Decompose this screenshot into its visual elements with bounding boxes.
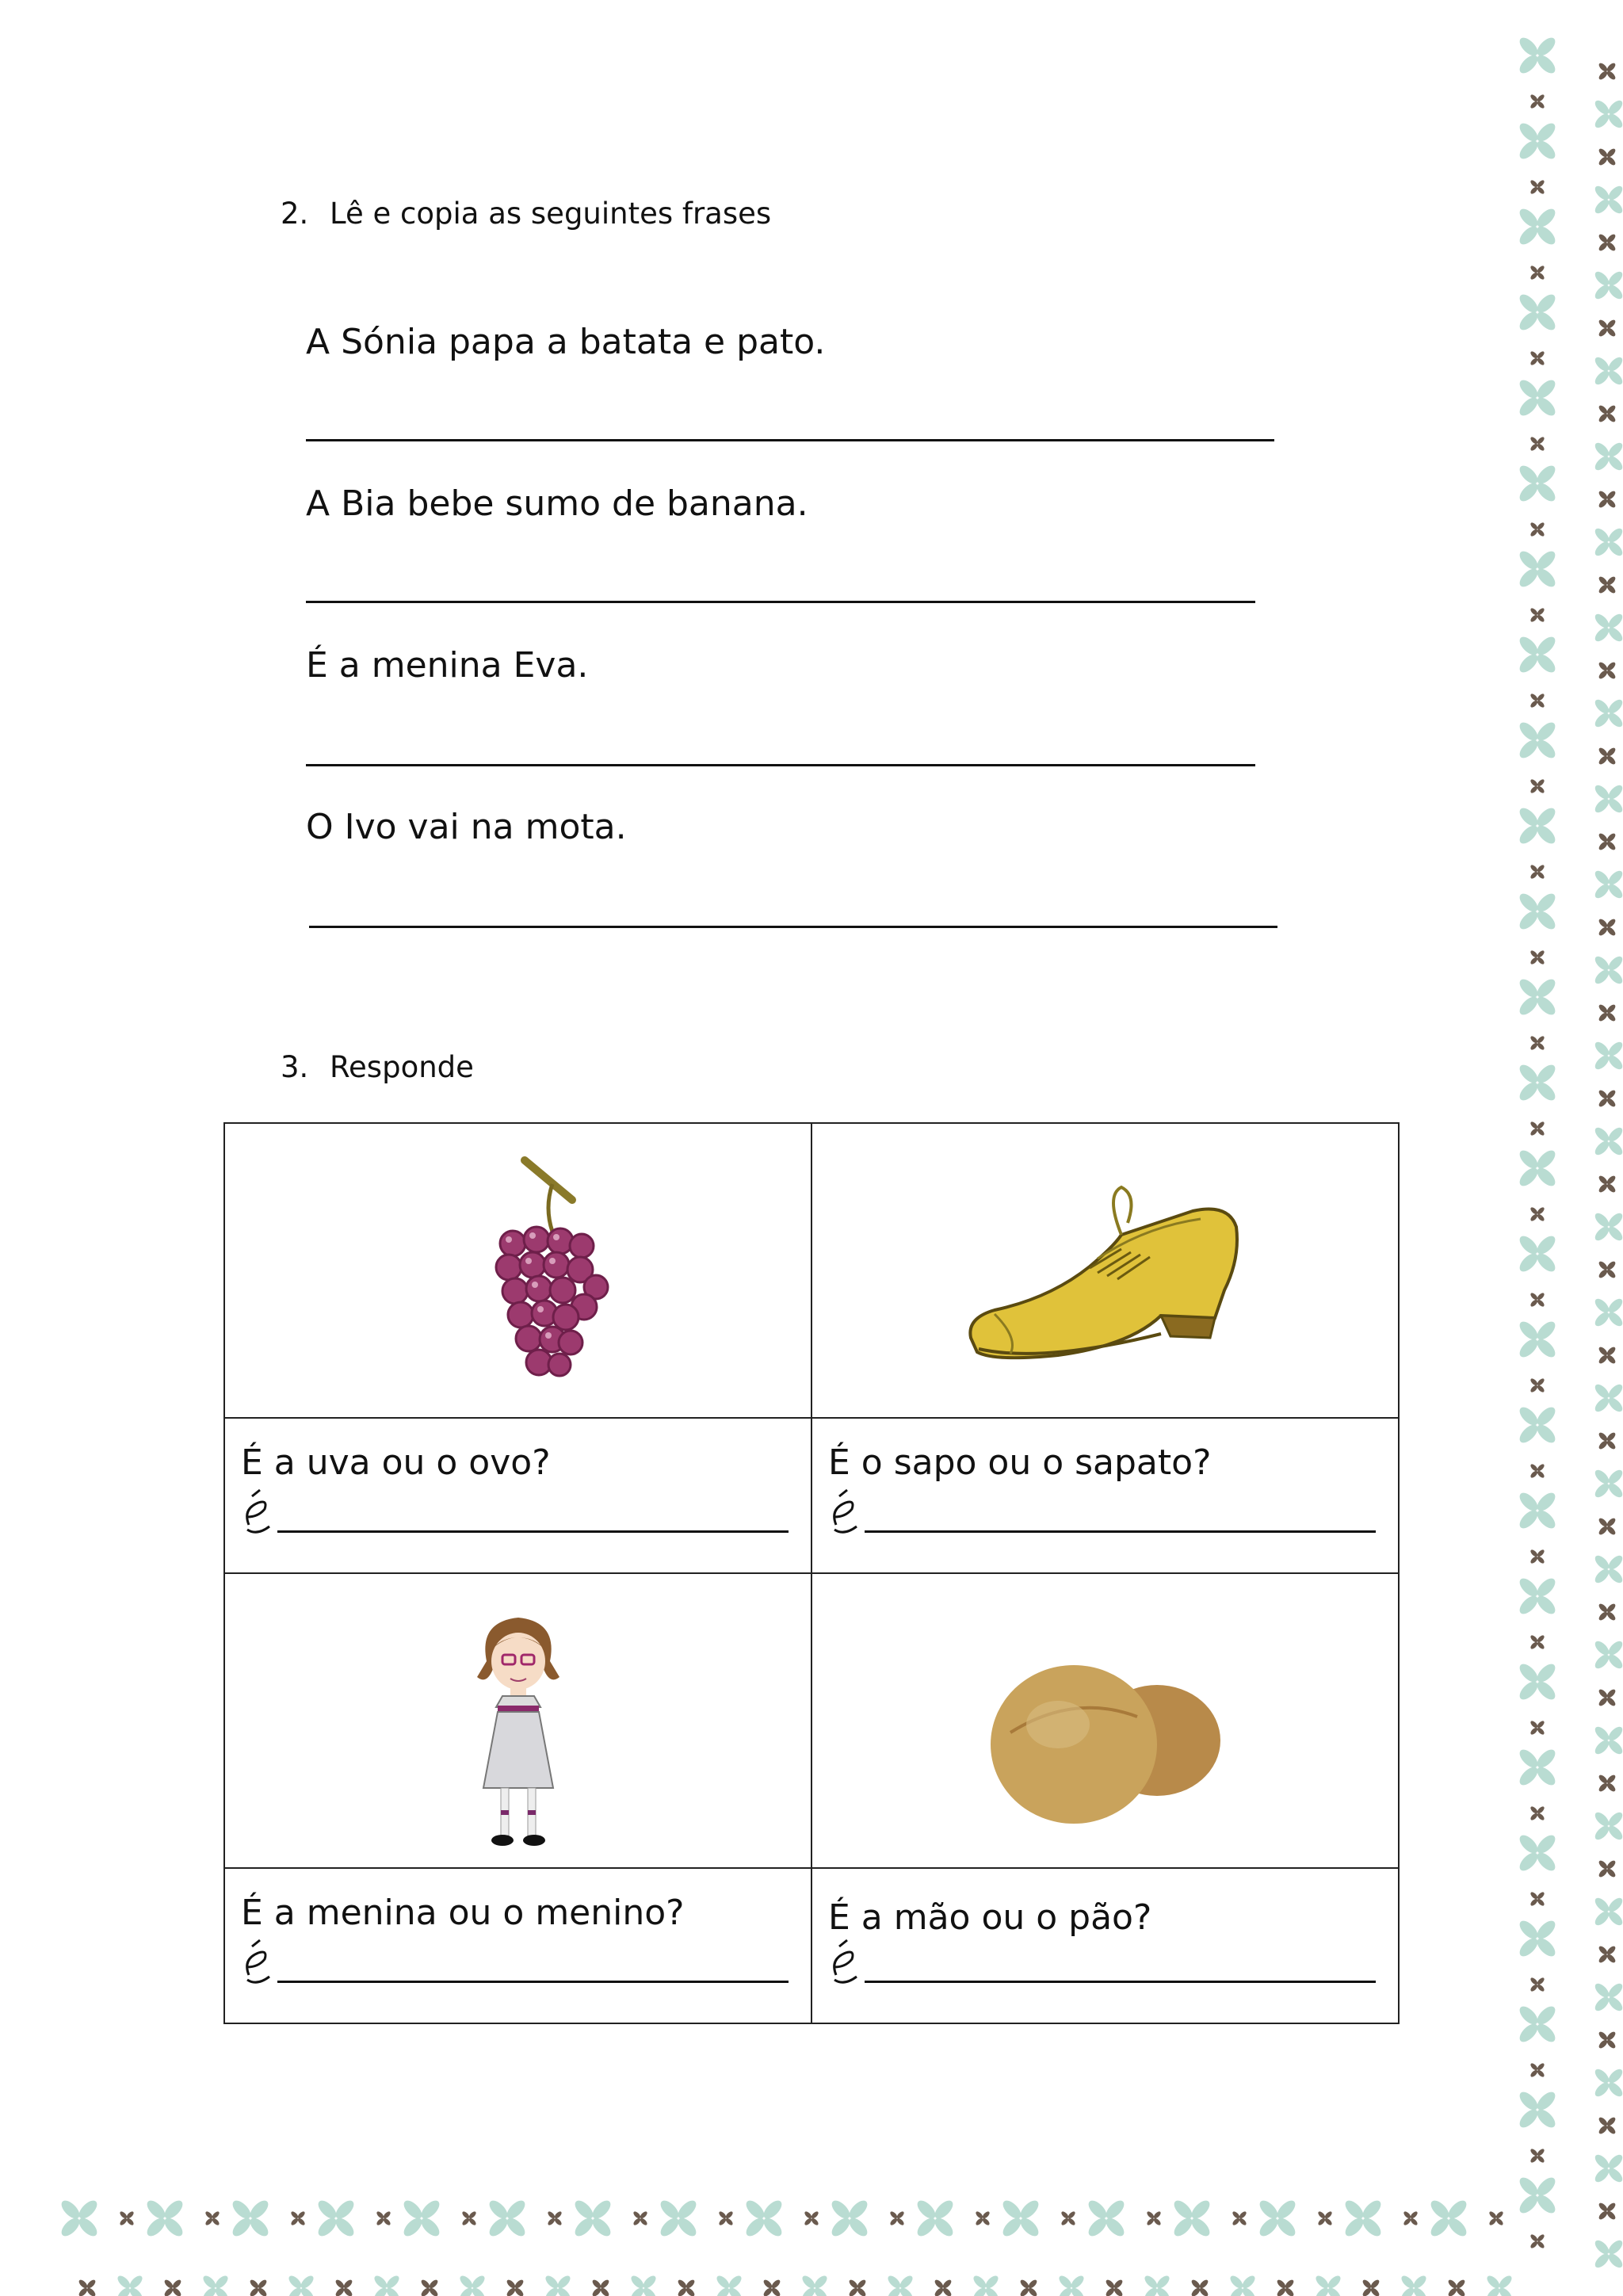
border-motif [1517,805,1559,847]
border-motif [1593,1810,1623,1842]
answer-row-4[interactable] [828,1935,1376,1991]
border-motif [1529,1634,1545,1650]
answer-row-2[interactable] [828,1485,1376,1541]
border-motif [1517,634,1559,676]
border-motif [572,2198,614,2240]
cursive-e-icon [828,1485,863,1538]
border-motif [658,2198,700,2240]
border-motif [547,2210,563,2226]
sentence-4: O Ivo vai na mota. [306,807,627,847]
border-motif [829,2198,871,2240]
border-motif [1276,2279,1295,2296]
border-motif [1517,548,1559,590]
answer-line-1[interactable] [277,1530,789,1533]
sentence-1: A Sónia papa a batata e pato. [306,322,826,362]
grapes-image [477,1152,620,1390]
border-motif [249,2279,268,2296]
question-cell-1 [224,1418,812,1573]
border-motif [1598,1517,1617,1536]
border-motif [1598,1346,1617,1365]
decorative-border-bottom [0,2161,1623,2296]
border-motif [1517,1747,1559,1789]
border-motif [1529,1549,1545,1564]
border-motif [715,2274,743,2296]
border-motif [1598,747,1617,766]
border-motif [1529,1805,1545,1821]
border-motif [1529,179,1545,195]
border-motif [1232,2210,1247,2226]
section-3-number: 3. [281,1050,309,1084]
border-motif [1317,2210,1333,2226]
border-motif [376,2210,391,2226]
border-motif [1598,1175,1617,1194]
border-motif [1488,2210,1504,2226]
border-motif [1593,612,1623,644]
border-motif [1598,62,1617,81]
border-motif [1593,1382,1623,1414]
border-motif [1593,1639,1623,1671]
border-motif [1529,1720,1545,1736]
border-motif [1593,1297,1623,1328]
border-motif [1529,1463,1545,1479]
section-2-heading [281,197,771,231]
border-motif [1598,1089,1617,1108]
border-motif [1517,1062,1559,1104]
border-motif [1598,1431,1617,1450]
border-motif [144,2198,186,2240]
decorative-border-right [1488,0,1623,2296]
border-motif [800,2274,829,2296]
border-motif [1517,1319,1559,1361]
border-motif [1593,697,1623,729]
border-motif [1086,2198,1128,2240]
border-motif [1598,233,1617,252]
border-motif [677,2279,696,2296]
answer-row-3[interactable] [241,1935,789,1991]
border-motif [1529,864,1545,880]
question-2-text: É o sapo ou o sapato? [828,1442,1212,1483]
border-motif [1598,1774,1617,1793]
border-motif [59,2198,101,2240]
picture-cell-shoe [812,1123,1399,1418]
border-motif [1598,1688,1617,1707]
border-motif [401,2198,443,2240]
border-motif [1400,2274,1428,2296]
border-motif [1598,1603,1617,1622]
border-motif [1529,1377,1545,1393]
border-motif [1529,778,1545,794]
border-motif [1593,954,1623,986]
border-motif [1517,2089,1559,2131]
answer-line-3[interactable] [277,1981,789,1983]
section-2-number: 2. [281,197,309,231]
border-motif [1529,2062,1545,2078]
border-motif [1598,1945,1617,1964]
border-motif [915,2198,957,2240]
picture-cell-grapes [224,1123,812,1418]
question-3-text: É a menina ou o menino? [241,1893,685,1933]
border-motif [420,2279,439,2296]
border-motif [1529,521,1545,537]
border-motif [372,2274,401,2296]
border-motif [889,2210,905,2226]
border-motif [1517,891,1559,933]
border-motif [1019,2279,1038,2296]
border-motif [1593,1725,1623,1756]
border-motif [1228,2274,1257,2296]
border-motif [1060,2210,1076,2226]
border-motif [1593,98,1623,130]
copy-line-4[interactable] [309,926,1277,928]
border-motif [1593,269,1623,301]
border-motif [201,2274,230,2296]
border-motif [1517,292,1559,334]
border-motif [1517,976,1559,1018]
section-3-title: Responde [330,1050,474,1084]
shoe-image [963,1179,1248,1377]
border-motif [1517,2004,1559,2046]
border-motif [1529,949,1545,965]
border-motif [1598,661,1617,680]
border-motif [629,2274,658,2296]
border-motif [1593,1896,1623,1927]
border-motif [1517,1233,1559,1275]
border-motif [975,2210,991,2226]
border-motif [1593,2067,1623,2099]
border-motif [1517,377,1559,419]
border-motif [204,2210,220,2226]
border-motif [1342,2198,1384,2240]
border-motif [1529,94,1545,109]
border-motif [1314,2274,1342,2296]
border-motif [1190,2279,1209,2296]
border-motif [1485,2274,1514,2296]
question-4-text: É a mão ou o pão? [828,1897,1152,1938]
border-motif [1593,1211,1623,1243]
sentence-3: É a menina Eva. [306,645,589,686]
border-motif [290,2210,306,2226]
answer-line-4[interactable] [865,1981,1376,1983]
girl-image [455,1606,582,1859]
border-motif [1529,265,1545,281]
question-cell-3 [224,1868,812,2023]
cursive-e-icon [828,1935,863,1988]
border-motif [1529,1891,1545,1907]
border-motif [1593,1981,1623,2013]
picture-cell-bread [812,1573,1399,1868]
cursive-e-icon [241,1485,276,1538]
border-motif [1529,1206,1545,1222]
border-motif [934,2279,953,2296]
border-motif [1529,693,1545,709]
border-motif [1517,1576,1559,1618]
border-motif [163,2279,182,2296]
border-motif [1517,1832,1559,1874]
border-motif [1593,1040,1623,1072]
answer-line-2[interactable] [865,1530,1376,1533]
border-motif [1517,1918,1559,1960]
border-motif [591,2279,610,2296]
cursive-e-icon [241,1935,276,1988]
border-motif [743,2198,785,2240]
border-motif [1593,783,1623,815]
border-motif [1598,147,1617,166]
border-motif [1598,1859,1617,1878]
border-motif [1105,2279,1124,2296]
border-motif [1146,2210,1162,2226]
border-motif [1529,607,1545,623]
question-1-text: É a uva ou o ovo? [241,1442,551,1483]
border-motif [1517,1148,1559,1190]
border-motif [1598,2116,1617,2135]
border-motif [1428,2198,1470,2240]
border-motif [1593,526,1623,558]
border-motif [762,2279,781,2296]
border-motif [1529,1121,1545,1137]
border-motif [1447,2279,1466,2296]
border-motif [461,2210,477,2226]
border-motif [1000,2198,1042,2240]
border-motif [1361,2279,1381,2296]
border-motif [487,2198,529,2240]
answer-row-1[interactable] [241,1485,789,1541]
copy-line-1[interactable] [306,439,1274,441]
border-motif [1598,1003,1617,1022]
border-motif [1598,832,1617,851]
border-motif [1598,404,1617,423]
border-motif [1529,436,1545,452]
border-motif [1529,350,1545,366]
border-motif [1598,575,1617,594]
border-motif [886,2274,915,2296]
border-motif [1517,120,1559,162]
border-motif [1593,869,1623,900]
border-motif [1598,2030,1617,2050]
border-motif [1257,2198,1299,2240]
border-motif [1517,35,1559,77]
border-motif [1403,2210,1419,2226]
border-motif [1593,355,1623,387]
border-motif [1593,184,1623,216]
question-cell-2 [812,1418,1399,1573]
section-3-heading [281,1050,474,1084]
border-motif [1529,1292,1545,1308]
copy-line-3[interactable] [306,764,1255,766]
border-motif [804,2210,819,2226]
border-motif [1171,2198,1213,2240]
border-motif [1517,720,1559,762]
bread-image [987,1645,1232,1828]
border-motif [1529,1035,1545,1051]
border-motif [1598,490,1617,509]
border-motif [1593,1468,1623,1499]
sentence-2: A Bia bebe sumo de banana. [306,483,808,524]
section-2-title: Lê e copia as seguintes frases [330,197,772,231]
border-motif [1598,319,1617,338]
response-table [223,1122,1400,2024]
border-motif [315,2198,357,2240]
border-motif [1598,1260,1617,1279]
border-motif [458,2274,487,2296]
border-motif [116,2274,144,2296]
border-motif [1529,1977,1545,1992]
border-motif [1517,1490,1559,1532]
border-motif [972,2274,1000,2296]
border-motif [632,2210,648,2226]
border-motif [1517,1404,1559,1446]
border-motif [1593,441,1623,472]
border-motif [848,2279,867,2296]
question-cell-4 [812,1868,1399,2023]
copy-line-2[interactable] [306,601,1255,603]
border-motif [1593,1125,1623,1157]
border-motif [1598,918,1617,937]
border-motif [1517,1661,1559,1703]
border-motif [718,2210,734,2226]
border-motif [78,2279,97,2296]
border-motif [334,2279,353,2296]
border-motif [287,2274,315,2296]
border-motif [544,2274,572,2296]
border-motif [1517,206,1559,248]
border-motif [230,2198,272,2240]
border-motif [1593,1553,1623,1585]
border-motif [506,2279,525,2296]
border-motif [1057,2274,1086,2296]
picture-cell-girl [224,1573,812,1868]
border-motif [119,2210,135,2226]
border-motif [1517,463,1559,505]
border-motif [1143,2274,1171,2296]
